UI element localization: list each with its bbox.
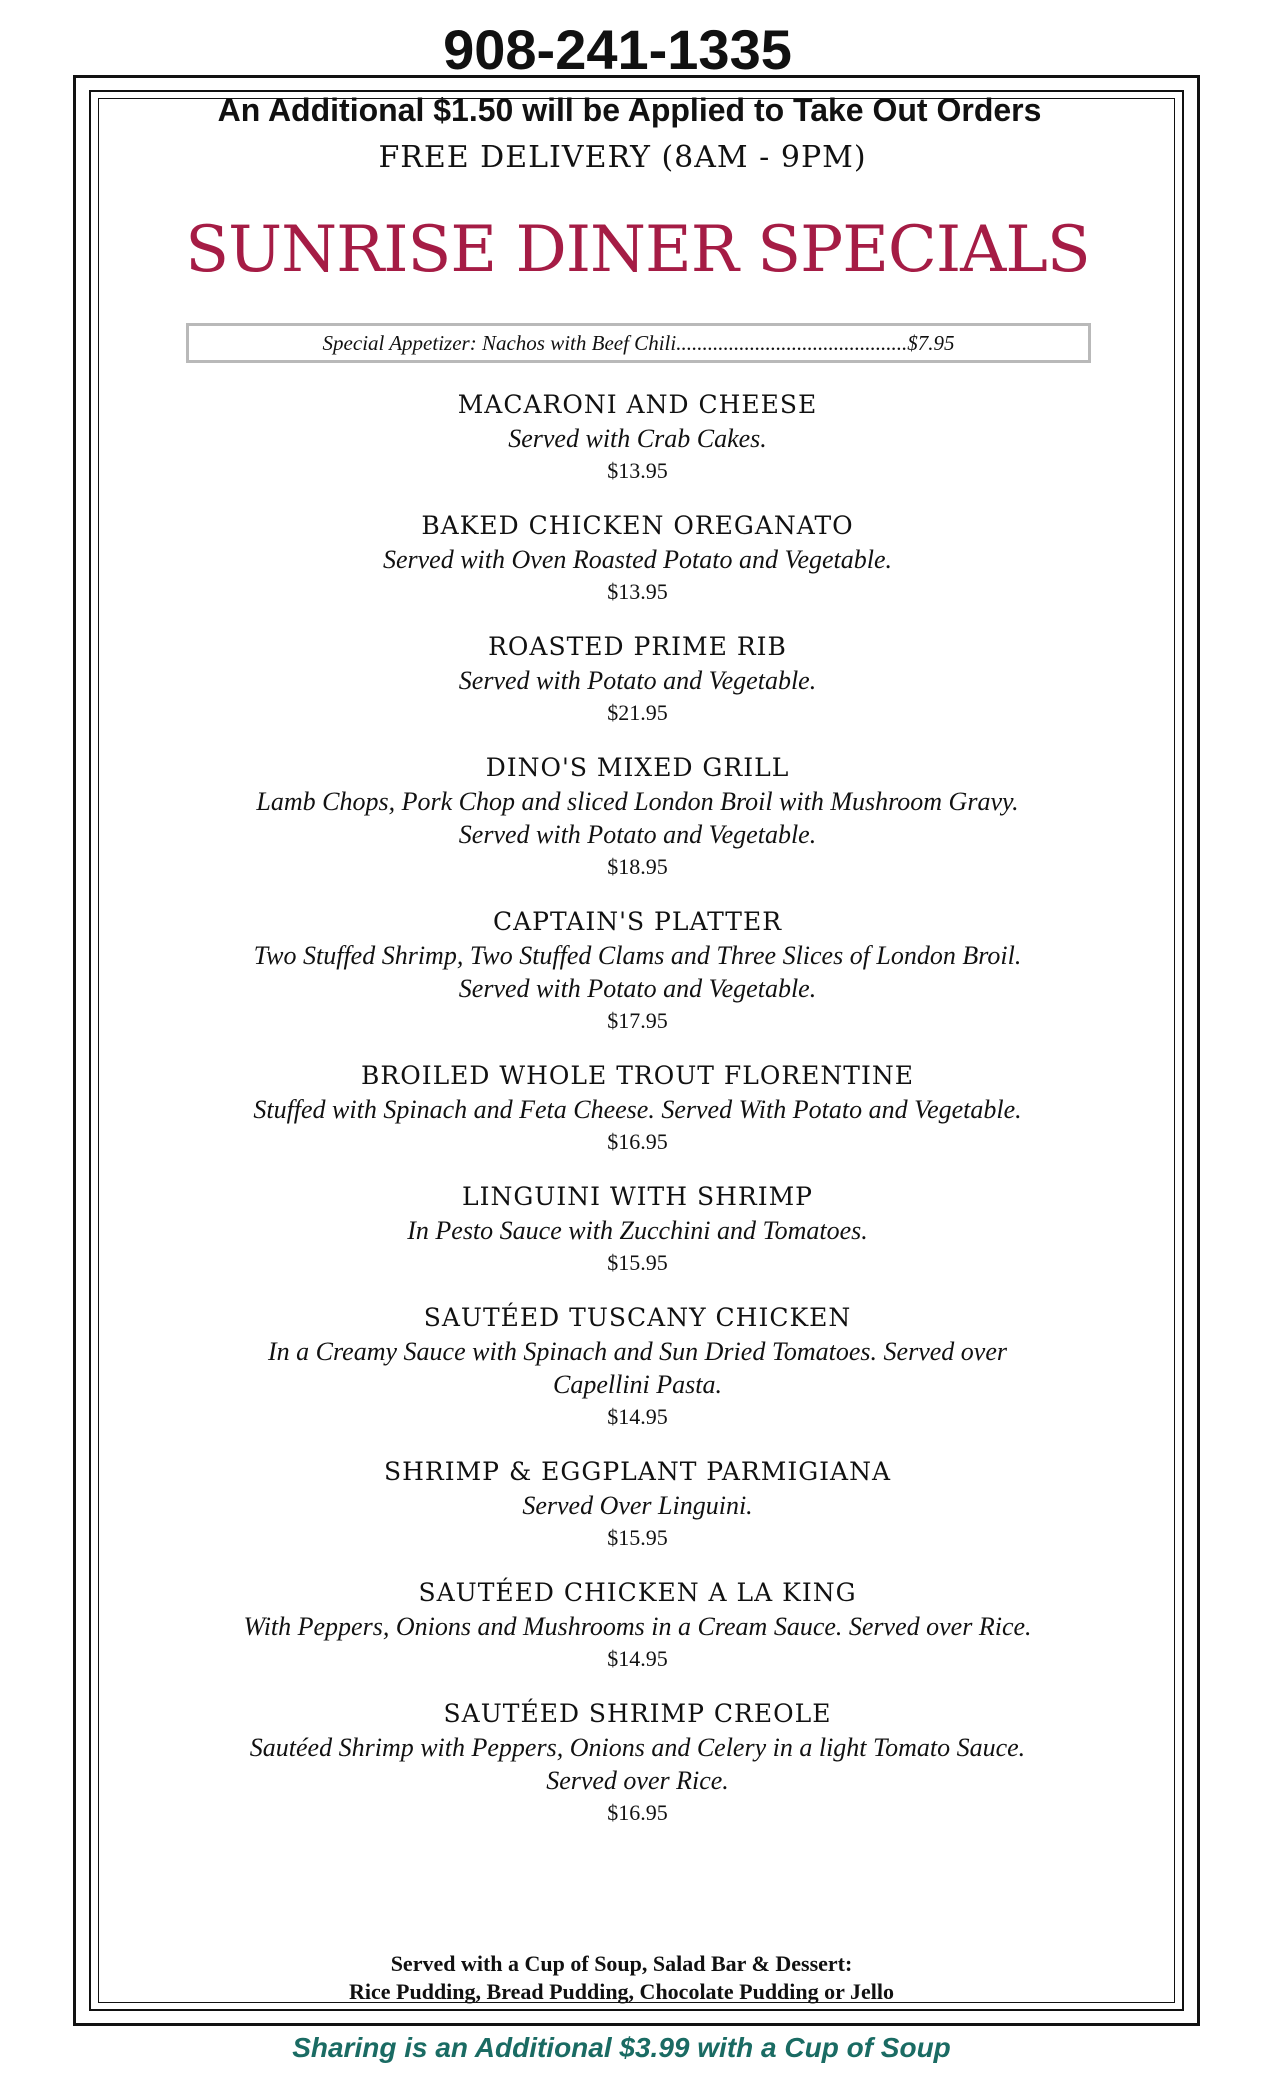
menu-item [150, 1576, 1125, 1675]
menu-item [150, 509, 1125, 608]
specials-list [150, 388, 1125, 1851]
item-price: $17.95 [607, 1008, 668, 1033]
item-description: Served Over Linguini. [522, 1491, 753, 1520]
menu-item [150, 1455, 1125, 1554]
item-name: SAUTÉED SHRIMP CREOLE [443, 1699, 832, 1728]
item-price: $14.95 [607, 1404, 668, 1429]
item-name: BAKED CHICKEN OREGANATO [421, 511, 854, 540]
sharing-note: Sharing is an Additional $3.99 with a Cup of Soup [292, 2032, 951, 2063]
item-name: SAUTÉED TUSCANY CHICKEN [423, 1303, 852, 1332]
item-name: BROILED WHOLE TROUT FLORENTINE [361, 1061, 914, 1090]
item-price: $18.95 [607, 854, 668, 879]
menu-title: SUNRISE DINER SPECIALS [185, 213, 1090, 287]
item-description: Sautéed Shrimp with Peppers, Onions and Celery in a light Tomato Sauce. Served over Rice. [249, 1733, 1026, 1795]
served-with-line-1: Served with a Cup of Soup, Salad Bar & Dessert: [390, 1951, 853, 1976]
menu-item [150, 1059, 1125, 1158]
item-price: $13.95 [607, 579, 668, 604]
item-price: $15.95 [607, 1250, 668, 1275]
takeout-notice: An Additional $1.50 will be Applied to Take Out Orders [217, 92, 1042, 128]
menu-item [150, 1180, 1125, 1279]
menu-item [150, 630, 1125, 729]
special-appetizer-text: Special Appetizer: Nachos with Beef Chili............................................$7.95 [322, 331, 955, 355]
special-appetizer-box [186, 323, 1091, 363]
item-description: In Pesto Sauce with Zucchini and Tomatoes. [407, 1216, 868, 1245]
item-name: CAPTAIN'S PLATTER [492, 907, 783, 936]
item-name: ROASTED PRIME RIB [488, 632, 787, 661]
served-with-line-2: Rice Pudding, Bread Pudding, Chocolate Pudding or Jello [349, 1979, 894, 2004]
item-name: MACARONI AND CHEESE [457, 390, 818, 419]
item-name: SAUTÉED CHICKEN A LA KING [418, 1578, 857, 1607]
served-with-note [0, 1950, 1259, 2006]
item-price: $16.95 [607, 1129, 668, 1154]
item-name: SHRIMP & EGGPLANT PARMIGIANA [383, 1457, 892, 1486]
menu-item [150, 388, 1125, 487]
item-price: $13.95 [607, 458, 668, 483]
item-name: LINGUINI WITH SHRIMP [461, 1182, 813, 1211]
item-price: $16.95 [607, 1800, 668, 1825]
item-price: $15.95 [607, 1525, 668, 1550]
phone-number: 908-241-1335 [443, 18, 792, 81]
menu-item [150, 1697, 1125, 1829]
menu-item [150, 751, 1125, 883]
item-description: Stuffed with Spinach and Feta Cheese. Served With Potato and Vegetable. [253, 1095, 1022, 1124]
item-price: $21.95 [607, 700, 668, 725]
menu-item [150, 905, 1125, 1037]
delivery-notice: FREE DELIVERY (8AM - 9PM) [378, 140, 867, 175]
item-description: Served with Crab Cakes. [508, 424, 767, 453]
item-description: In a Creamy Sauce with Spinach and Sun Dried Tomatoes. Served over Capellini Pasta. [268, 1337, 1007, 1399]
item-price: $14.95 [607, 1646, 668, 1671]
item-description: Lamb Chops, Pork Chop and sliced London Broil with Mushroom Gravy. Served with Potato and Vegetable. [256, 787, 1019, 849]
item-description: Served with Potato and Vegetable. [458, 666, 817, 695]
item-description: With Peppers, Onions and Mushrooms in a Cream Sauce. Served over Rice. [243, 1612, 1032, 1641]
item-description: Served with Oven Roasted Potato and Vegetable. [382, 545, 893, 574]
item-name: DINO'S MIXED GRILL [485, 753, 790, 782]
menu-item [150, 1301, 1125, 1433]
item-description: Two Stuffed Shrimp, Two Stuffed Clams and Three Slices of London Broil. Served with Potato and Vegetable. [253, 941, 1022, 1003]
